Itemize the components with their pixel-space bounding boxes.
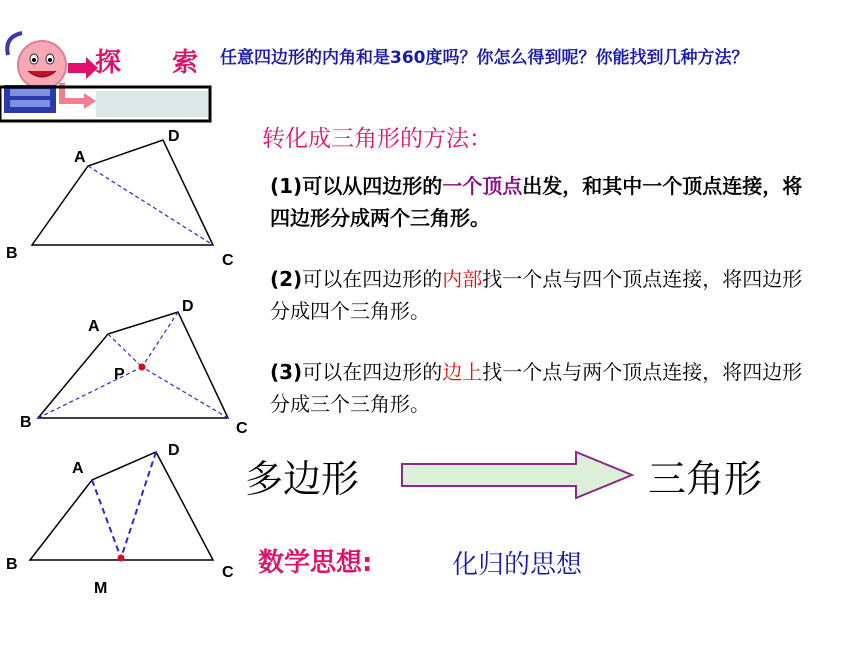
highlight-interior: 内部 [442, 267, 483, 291]
fig2-label-a: A [88, 318, 100, 335]
fig3-label-d: D [168, 442, 180, 459]
smiley-face-icon [7, 33, 66, 89]
quadrilateral-2 [38, 312, 228, 418]
blue-bar-icon [0, 85, 210, 121]
polygon-label: 多边形 [245, 457, 360, 501]
highlight-vertex: 一个顶点 [442, 174, 523, 198]
triangle-label: 三角形 [648, 457, 763, 501]
fig3-label-c: C [222, 564, 234, 581]
pink-arrow-icon [62, 57, 98, 109]
thought-value: 化归的思想 [452, 550, 583, 580]
method-item-3: (3)可以在四边形的边上找一个点与两个顶点连接，将四边形分成三个三角形。 [270, 360, 803, 416]
transform-arrow-icon [400, 450, 640, 500]
fig3-label-m: M [94, 580, 108, 597]
fig1-label-b: B [6, 245, 18, 262]
fig1-label-a: A [74, 149, 86, 166]
figure-1-diagram [0, 125, 250, 275]
fig2-label-d: D [182, 298, 194, 315]
thought-label: 数学思想: [258, 548, 373, 578]
figure-2-diagram [0, 290, 250, 430]
fig2-label-p: P [114, 366, 125, 383]
point-m [118, 555, 125, 562]
point-p [139, 364, 146, 371]
method-title: 转化成三角形的方法： [262, 126, 492, 152]
fig3-label-b: B [6, 556, 18, 573]
figure-3-diagram [0, 440, 250, 580]
quadrilateral-1 [32, 140, 213, 245]
fig2-label-c: C [236, 420, 248, 437]
fig2-label-b: B [20, 414, 32, 431]
fig1-label-c: C [222, 252, 234, 269]
explore-title-1: 探 [95, 48, 124, 78]
method-item-2: (2)可以在四边形的内部找一个点与四个顶点连接，将四边形分成四个三角形。 [270, 267, 803, 323]
quadrilateral-3 [30, 452, 213, 560]
highlight-edge: 边上 [442, 360, 483, 384]
explore-title-2: 索 [172, 48, 199, 78]
fig3-label-a: A [72, 460, 84, 477]
question-text: 任意四边形的内角和是360度吗？你怎么得到呢？你能找到几种方法？ [220, 48, 749, 68]
method-item-1: (1)可以从四边形的一个顶点出发，和其中一个顶点连接，将四边形分成两个三角形。 [270, 174, 803, 230]
fig1-label-d: D [168, 128, 180, 145]
